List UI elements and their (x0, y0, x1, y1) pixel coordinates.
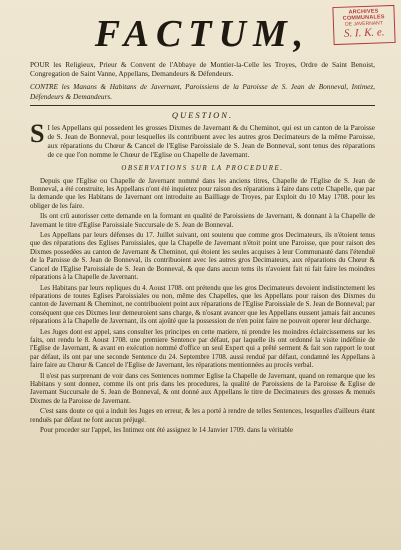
stamp-line-3: S. I. K. e. (343, 26, 385, 40)
stamp-line-1: ARCHIVES COMMUNALES (342, 8, 385, 22)
body-paragraph-2: Ils ont crû autorisser cette demande en la formant en qualité de Paroissiens de Javernant, & donnant à la Chapelle de Javernant le titre d'Eglise Paroissiale Succursale de S. Jean de Bonneval. (30, 212, 375, 229)
body-paragraph-3: Les Appellans par leurs défenses du 17. Juillet suivant, ont soutenu que comme gros Decimateurs, ils n'étoient tenus que des réparations des Eglises Paroissiales, que la Chapelle de Javernant n'étoit point une Paroisse, que pour raison des Dixmes possedées au canton de Javernant & Cheminot, qui étoient les seules acquises à leur Communauté dans l'étenduë de la Paroisse de S. Jean de Bonneval, ils contribuoient avec les autres gros Decimateurs, aux réparations du Chœur & Cancel de l'Eglise Paroissiale de S. Jean de Bonneval, & que dans aucun tems ils n'avoient fait ni fait faire les moindres réparations à la Chapelle de Javernant. (30, 231, 375, 282)
contre-paragraph: CONTRE les Manans & Habitans de Javernant, Paroissiens de la Paroisse de S. Jean de Bonneval, Intimez, Défendeurs & Demandeurs. (30, 82, 375, 101)
body-paragraph-7: C'est sans doute ce qui a induit les Juges en erreur, & les a porté à rendre de telles Sentences, lesquelles d'ailleurs étant renduës par défaut ne font aucun préjugé. (30, 407, 375, 424)
question-text: I les Appellans qui possedent les grosses Dixmes de Javernant & du Cheminot, qui est un canton de la Paroisse de S. Jean de Bonneval, pour lesquelles ils contribuent avec les autres gros Decimateurs de la même Paroisse, aux réparations du Chœur & Cancel de l'Eglise Paroissiale de S. Jean de Bonneval, sont tenus des réparations de ce que l'on nomme le Chœur de l'Eglise ou Chapelle de Javernant. (47, 122, 375, 160)
question-heading: QUESTION. (171, 109, 234, 120)
pour-paragraph: POUR les Religieux, Prieur & Convent de l'Abbaye de Montier-la-Celle les Troyes, Ordre de Saint Benoist, Congregation de Saint Vanne, Appellans, Demandeurs & Défendeurs. (30, 60, 375, 79)
archive-stamp (332, 5, 395, 45)
divider (30, 105, 375, 106)
body-paragraph-8: Pour proceder sur l'appel, les Intimez ont été assignez le 14 Janvier 1709. dans la véritable (40, 426, 293, 434)
body-paragraph-6: Il n'est pas surprenant de voir dans ces Sentences nommer Eglise la Chapelle de Javernant, quand on remarque que les Habitans y sont donnez, comme ils ont pris dans les procedures, la qualité de Paroissiens de la Paroisse & Eglise de Javernant Succursale de S. Jean de Bonneval, & ont donné aux Appellans le titre de Decimateurs des grosses & menuës Dixmes de la Paroisse de Javernant. (30, 371, 375, 405)
body-paragraph-4: Les Habitans par leurs repliques du 4. Aoust 1708. ont prétendu que les gros Decimateurs devoient indistinctement les réparations de toutes Eglises Paroissiales ou non, même des Chapelles, que les Appellans pour raison des Dixmes du canton de Javernant & Cheminot, ne contribuoient point aux réparations de l'Eglise Paroissiale de S. Jean de Bonneval; par conséquent que ces Dixmes leur demeuroient sans charge, & n'osant avancer que les Appellans eussent jamais fait aucunes réparations à la Chapelle de Javernant, ils ont ajoûté que la possession de n'en point faire ne pouvoit operer leur décharge. (30, 283, 375, 326)
body-paragraph-1: Depuis que l'Eglise ou Chapelle de Javernant nommé dans les anciens titres, Chapelle de l'Eglise de S. Jean de Bonneval, a été construite, les Appellans n'ont été inquietez pour raison des réparations à faire dans cette Chapelle, que par la demande que les Habitans de Javernant ont introduite au Bailliage de Troyes, par Exploit du 10 May 1708. pour les obliger de les faire. (30, 176, 375, 210)
stamp-line-2: DE JAVERNANT (344, 19, 383, 28)
question-block (30, 118, 375, 160)
procedure-heading: OBSERVATIONS SUR LA PROCEDURE. (121, 164, 284, 172)
drop-cap: S (30, 118, 45, 148)
body-paragraph-5: Les Juges dont est appel, sans consulter les principes en cette matiere, ni prendre les moindres éclaircissemens sur les faits, ont rendu le 8. Aoust 1708. une premiere Sentence par défaut, par laquelle ils ont ordonné la visite indéfinie de l'Eglise de Javernant, & avant en exécution nommé d'office un seul Expert qui a prêté serment & fait son rapport le tout par défaut, ils ont par une seconde Sentence du 24. Septembre 1708. aussi renduë par défaut, condamné les Appellans à faire faire au Chœur & Cancel de l'Eglise de Javernant, les réparations mentionnées au procès verbal. (30, 327, 375, 370)
document-title: FACTUM, (94, 13, 311, 55)
